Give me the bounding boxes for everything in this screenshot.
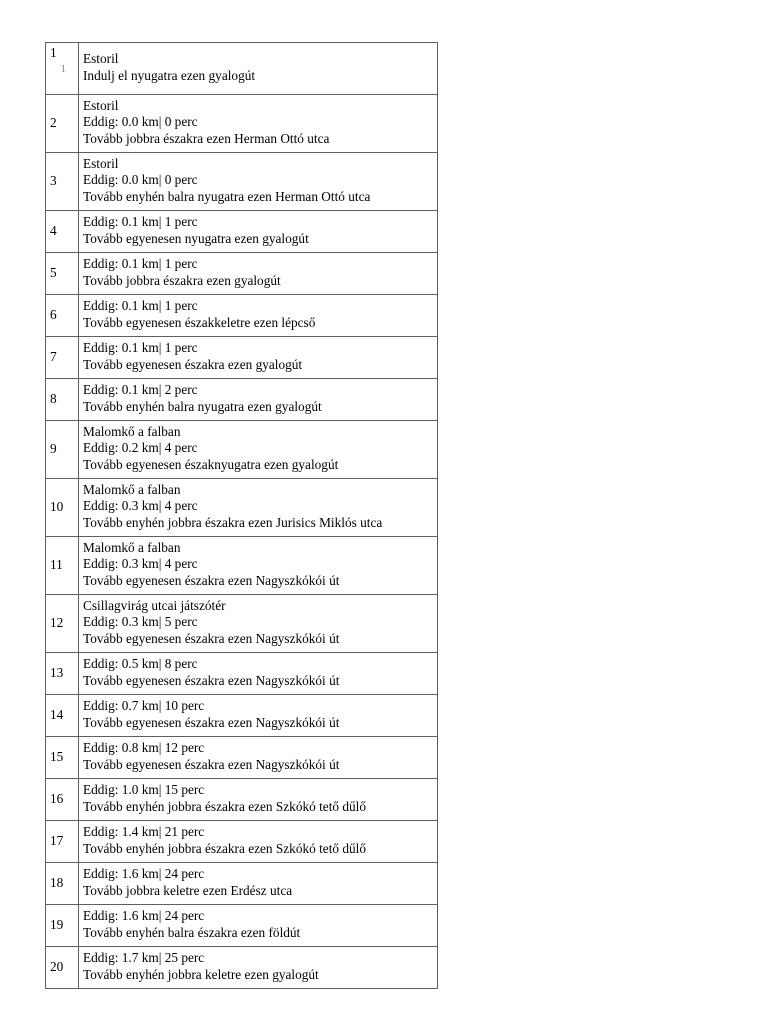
step-number: 6	[50, 307, 57, 323]
step-description-cell	[79, 153, 438, 211]
step-number-cell	[46, 43, 79, 95]
route-step-row	[46, 737, 438, 779]
step-number-cell	[46, 153, 79, 211]
step-distance: Eddig: 1.6 km| 24 perc	[83, 866, 205, 881]
step-instruction: Tovább enyhén jobbra északra ezen Jurisics Miklós utca	[83, 514, 383, 530]
step-instruction: Indulj el nyugatra ezen gyalogút	[83, 67, 256, 83]
step-number-cell	[46, 653, 79, 695]
step-instruction: Tovább enyhén balra északra ezen földút	[83, 924, 301, 940]
step-place-name: Csillagvirág utcai játszótér	[83, 597, 226, 613]
route-step-row	[46, 153, 438, 211]
step-distance: Eddig: 0.0 km| 0 perc	[83, 172, 198, 188]
step-instruction: Tovább enyhén jobbra északra ezen Szkókó tető dűlő	[83, 798, 367, 814]
step-description-cell	[79, 379, 438, 421]
step-instruction: Tovább egyenesen északra ezen Nagyszkókói út	[83, 672, 340, 688]
step-instruction: Tovább egyenesen északra ezen Nagyszkókói út	[83, 756, 340, 772]
step-distance: Eddig: 1.7 km| 25 perc	[83, 950, 205, 965]
route-step-row	[46, 779, 438, 821]
route-directions-table	[45, 42, 438, 989]
step-description-cell	[79, 537, 438, 595]
step-place-name: Malomkő a falban	[83, 423, 181, 439]
step-number-cell	[46, 905, 79, 947]
step-number: 20	[50, 959, 64, 975]
step-distance: Eddig: 1.0 km| 15 perc	[83, 782, 205, 797]
step-instruction: Tovább egyenesen északra ezen Nagyszkókói út	[83, 572, 340, 588]
step-instruction: Tovább jobbra keletre ezen Erdész utca	[83, 882, 293, 898]
step-distance: Eddig: 0.1 km| 1 perc	[83, 298, 198, 313]
step-number: 1	[50, 45, 57, 60]
step-number-cell	[46, 479, 79, 537]
step-description-cell	[79, 695, 438, 737]
step-instruction: Tovább egyenesen északra ezen gyalogút	[83, 356, 303, 372]
step-distance: Eddig: 0.1 km| 1 perc	[83, 340, 198, 355]
step-description-cell	[79, 905, 438, 947]
step-description-cell	[79, 737, 438, 779]
route-step-row	[46, 295, 438, 337]
step-sub-number: 1	[60, 63, 66, 75]
step-number-cell	[46, 253, 79, 295]
step-instruction: Tovább egyenesen északra ezen Nagyszkókói út	[83, 630, 340, 646]
step-distance: Eddig: 0.3 km| 4 perc	[83, 498, 198, 514]
step-instruction: Tovább enyhén jobbra keletre ezen gyalogút	[83, 966, 319, 982]
route-step-row	[46, 253, 438, 295]
route-step-row	[46, 95, 438, 153]
step-number: 17	[50, 833, 64, 849]
route-step-row	[46, 595, 438, 653]
step-instruction: Tovább egyenesen északra ezen Nagyszkókói út	[83, 714, 340, 730]
step-number: 11	[50, 557, 63, 573]
route-step-row	[46, 695, 438, 737]
step-instruction: Tovább jobbra északra ezen Herman Ottó utca	[83, 130, 330, 146]
step-description-cell	[79, 43, 438, 95]
step-number: 7	[50, 349, 57, 365]
step-distance: Eddig: 0.1 km| 1 perc	[83, 256, 198, 271]
step-number: 18	[50, 875, 64, 891]
step-number: 14	[50, 707, 64, 723]
step-number-cell	[46, 595, 79, 653]
step-place-name: Malomkő a falban	[83, 481, 181, 497]
step-description-cell	[79, 95, 438, 153]
step-description-cell	[79, 595, 438, 653]
step-place-name: Estoril	[83, 51, 119, 66]
step-number-cell	[46, 779, 79, 821]
step-number-cell	[46, 211, 79, 253]
step-distance: Eddig: 0.2 km| 4 perc	[83, 440, 198, 456]
step-number-cell	[46, 947, 79, 989]
route-step-row	[46, 211, 438, 253]
route-step-row	[46, 43, 438, 95]
route-step-row	[46, 905, 438, 947]
step-number: 19	[50, 917, 64, 933]
step-description-cell	[79, 253, 438, 295]
step-instruction: Tovább egyenesen északkeletre ezen lépcső	[83, 314, 316, 330]
step-distance: Eddig: 0.8 km| 12 perc	[83, 740, 205, 755]
step-distance: Eddig: 0.3 km| 4 perc	[83, 556, 198, 572]
step-number: 5	[50, 265, 57, 281]
step-number: 16	[50, 791, 64, 807]
step-number: 2	[50, 115, 57, 131]
step-distance: Eddig: 0.3 km| 5 perc	[83, 614, 198, 630]
step-distance: Eddig: 1.6 km| 24 perc	[83, 908, 205, 923]
step-description-cell	[79, 421, 438, 479]
step-place-name: Estoril	[83, 155, 119, 171]
step-number-cell	[46, 863, 79, 905]
step-distance: Eddig: 0.1 km| 1 perc	[83, 214, 198, 229]
step-number-cell	[46, 295, 79, 337]
step-number-cell	[46, 379, 79, 421]
step-number-cell	[46, 695, 79, 737]
step-place-name: Estoril	[83, 97, 119, 113]
step-number: 9	[50, 441, 57, 457]
step-number: 15	[50, 749, 64, 765]
step-instruction: Tovább jobbra északra ezen gyalogút	[83, 272, 281, 288]
step-number: 13	[50, 665, 64, 681]
step-distance: Eddig: 1.4 km| 21 perc	[83, 824, 205, 839]
step-instruction: Tovább enyhén balra nyugatra ezen Herman Ottó utca	[83, 188, 371, 204]
step-number-cell	[46, 421, 79, 479]
step-instruction: Tovább enyhén jobbra északra ezen Szkókó tető dűlő	[83, 840, 367, 856]
step-instruction: Tovább egyenesen északnyugatra ezen gyalogút	[83, 456, 339, 472]
step-number-cell	[46, 95, 79, 153]
route-step-row	[46, 537, 438, 595]
step-description-cell	[79, 653, 438, 695]
step-description-cell	[79, 479, 438, 537]
step-number-cell	[46, 737, 79, 779]
route-step-row	[46, 863, 438, 905]
step-number: 3	[50, 173, 57, 189]
step-description-cell	[79, 947, 438, 989]
step-number: 10	[50, 499, 64, 515]
step-distance: Eddig: 0.0 km| 0 perc	[83, 114, 198, 130]
step-number-cell	[46, 337, 79, 379]
step-number-cell	[46, 821, 79, 863]
step-number-cell	[46, 537, 79, 595]
step-description-cell	[79, 863, 438, 905]
route-step-row	[46, 337, 438, 379]
step-description-cell	[79, 779, 438, 821]
route-step-row	[46, 479, 438, 537]
route-step-row	[46, 653, 438, 695]
step-distance: Eddig: 0.7 km| 10 perc	[83, 698, 205, 713]
step-instruction: Tovább enyhén balra nyugatra ezen gyalogút	[83, 398, 322, 414]
step-number: 8	[50, 391, 57, 407]
step-distance: Eddig: 0.5 km| 8 perc	[83, 656, 198, 671]
step-description-cell	[79, 211, 438, 253]
step-description-cell	[79, 295, 438, 337]
step-description-cell	[79, 337, 438, 379]
route-step-row	[46, 821, 438, 863]
step-number: 4	[50, 223, 57, 239]
route-step-row	[46, 379, 438, 421]
route-table-body	[46, 43, 438, 989]
step-instruction: Tovább egyenesen nyugatra ezen gyalogút	[83, 230, 309, 246]
route-step-row	[46, 947, 438, 989]
step-description-cell	[79, 821, 438, 863]
step-number: 12	[50, 615, 64, 631]
step-place-name: Malomkő a falban	[83, 539, 181, 555]
step-distance: Eddig: 0.1 km| 2 perc	[83, 382, 198, 397]
route-step-row	[46, 421, 438, 479]
